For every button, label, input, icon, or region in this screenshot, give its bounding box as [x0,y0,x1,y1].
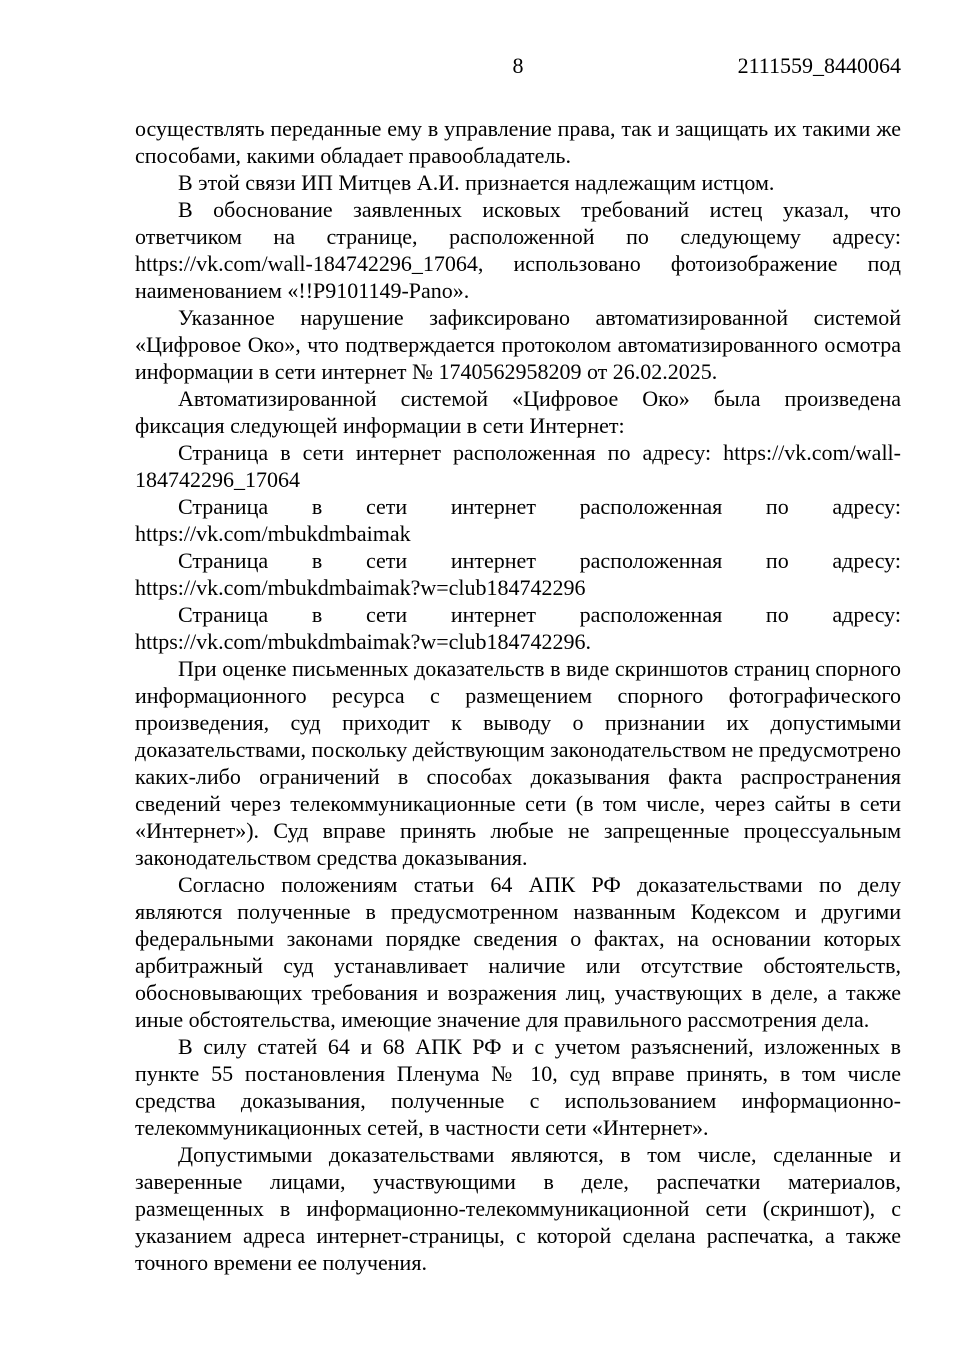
paragraph-apc-articles-64-68: В силу статей 64 и 68 АПК РФ и с учетом разъяснений, изложенных в пункте 55 постановления Пленума № 10, суд вправе принять, в том числе средства доказывания, полученные с использованием информационно-телекоммуникационных сетей, в частности сети «Интернет». [135,1034,901,1140]
paragraph-continuation: осуществлять переданные ему в управление права, так и защищать их такими же способами, какими обладает правообладатель. [135,116,901,168]
paragraph-url-2: Страница в сети интернет расположенная по адресу: https://vk.com/mbukdmbaimak [135,494,901,546]
paragraph-fixation-intro: Автоматизированной системой «Цифровое Око» была произведена фиксация следующей информации в сети Интернет: [135,386,901,438]
paragraph-violation-recorded: Указанное нарушение зафиксировано автоматизированной системой «Цифровое Око», что подтверждается протоколом автоматизированного осмотра информации в сети интернет № 1740562958209 от 26.02.2025. [135,305,901,384]
page-header [135,52,901,79]
paragraph-screenshot-assessment: При оценке письменных доказательств в виде скриншотов страниц спорного информационного ресурса с размещением спорного фотографического произведения, суд приходит к выводу о признании их допустимыми доказательствами, поскольку действующим законодательством не предусмотрено каких-либо ограничений в способах доказывания факта распространения сведений через телекоммуникационные сети (в том числе, через сайты в сети «Интернет»). Суд вправе принять любые не запрещенные процессуальным законодательством средства доказывания. [135,656,901,870]
paragraph-proper-plaintiff: В этой связи ИП Митцев А.И. признается надлежащим истцом. [178,170,775,195]
text-column [135,52,901,1276]
page-number: 8 [512,53,524,78]
paragraph-url-4: Страница в сети интернет расположенная по адресу: https://vk.com/mbukdmbaimak?w=club184742296. [135,602,901,654]
paragraph-apc-article-64: Согласно положениям статьи 64 АПК РФ доказательствами по делу являются полученные в предусмотренном названным Кодексом и другими федеральными законами порядке сведения о фактах, на основании которых арбитражный суд устанавливает наличие или отсутствие обстоятельств, обосновывающих требования и возражения лиц, участвующих в деле, а также иные обстоятельства, имеющие значение для правильного рассмотрения дела. [135,872,901,1032]
document-body [135,115,901,1276]
paragraph-url-1: Страница в сети интернет расположенная по адресу: https://vk.com/wall-184742296_17064 [135,440,901,492]
paragraph-claim-grounds: В обоснование заявленных исковых требований истец указал, что ответчиком на странице, расположенной по следующему адресу: https://vk.com/wall-184742296_17064, использовано фотоизображение под наименованием «!!P9101149-Pano». [135,197,901,303]
paragraph-url-3: Страница в сети интернет расположенная по адресу: https://vk.com/mbukdmbaimak?w=club184742296 [135,548,901,600]
document-id: 2111559_8440064 [737,53,901,78]
paragraph-admissible-evidence: Допустимыми доказательствами являются, в том числе, сделанные и заверенные лицами, участвующими в деле, распечатки материалов, размещенных в информационно-телекоммуникационной сети (скриншот), с указанием адреса интернет-страницы, с которой сделана распечатка, а также точного времени ее получения. [135,1142,901,1275]
